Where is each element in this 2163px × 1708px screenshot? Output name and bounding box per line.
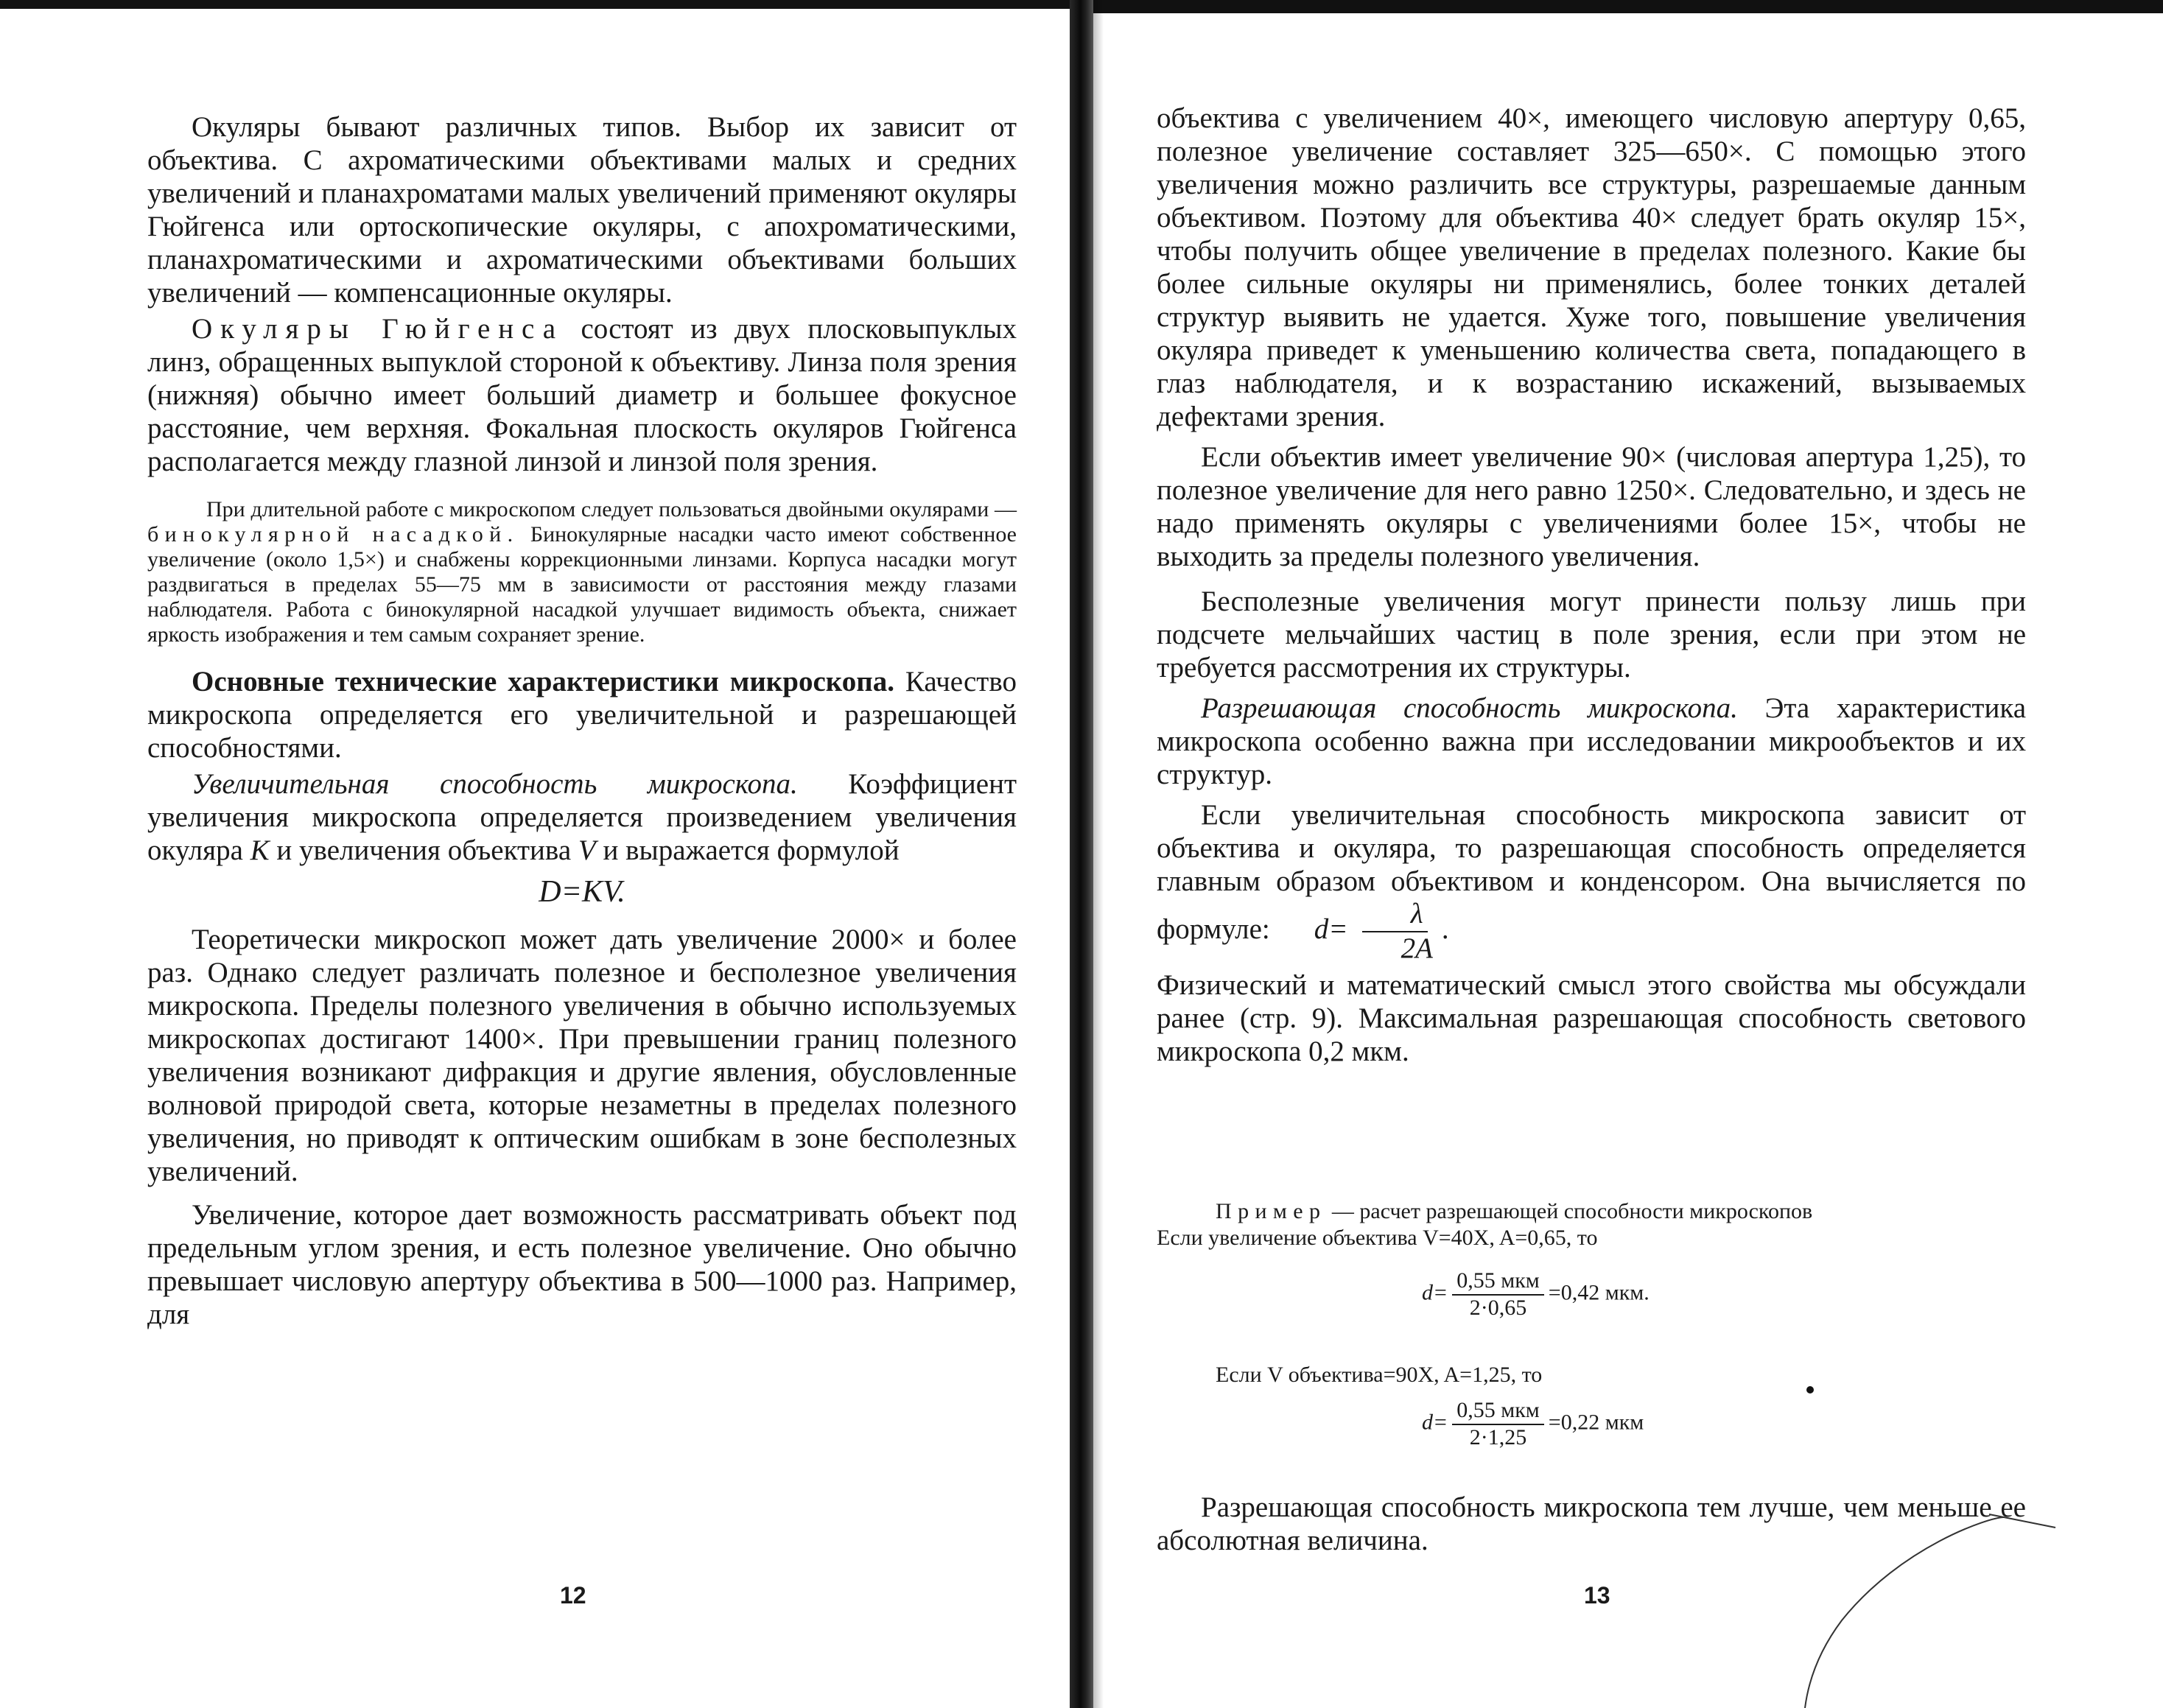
example-line-1 [1157,1199,2026,1224]
formula-d-label: d= [1314,913,1348,945]
gutter-shadow [1093,0,1104,1708]
paragraph-closing: Разрешающая способность микроскопа тем лучше, чем меньше ее абсолютная величина. [1157,1491,2026,1556]
resolution-para: Если увеличительная способность микроскопа зависит от объектива и окуляра, то разрешающая способность определяется главным образом объективом и конденсором. Она вычисляется по формуле: [1157,799,2026,945]
right-column [1157,102,2026,1068]
calc1-rhs: =0,42 мкм. [1548,1280,1650,1305]
note-binocular [147,497,1017,647]
paragraph-physical-meaning: Физический и математический смысл этого свойства мы обсуждали ранее (стр. 9). Максимальная разрешающая способность светового микроскопа 0,2 мкм. [1157,969,2026,1067]
note-after: Бинокулярные насадки часто имеют собственное увеличение (около 1,5×) и снабжены коррекционными линзами. Корпуса насадки могут раздвигаться в пределах 55—75 мм в зависимости от расстояния между глазами наблюдателя. Работа с бинокулярной насадкой улучшает видимость объекта, снижает яркость изображения и тем самым сохраняет зрение. [147,522,1017,647]
magnification-term: Увеличительная способность микроскопа. [192,768,798,800]
left-column [147,110,1017,1331]
paragraph-resolution [1157,692,2026,791]
calculation-1 [1422,1268,1650,1321]
magnification-text-2: и увеличения объектива [276,834,572,866]
paragraph-magnification [147,767,1017,867]
var-v: V [578,834,596,866]
calc1-numerator: 0,55 мкм [1452,1268,1544,1296]
left-page [147,0,1017,1708]
calc2-numerator: 0,55 мкм [1452,1398,1544,1425]
paragraph-useless-magnification: Бесполезные увеличения могут принести пользу лишь при подсчете мельчайших частиц в поле зрения, если при этом не требуется рассмотрения их структуры. [1157,586,2026,683]
note-before: При длительной работе с микроскопом следует пользоваться двойными окулярами — [206,497,1017,521]
ink-dot [1806,1386,1814,1394]
paragraph-useful-magnification: Увеличение, которое дает возможность рассматривать объект под предельным углом зрения, и есть полезное увеличение. Оно обычно превышает числовую апертуру объектива в 500—1000 раз. Например, для [147,1199,1017,1330]
calc1-denominator: 2·0,65 [1469,1295,1527,1320]
calculation-2 [1422,1398,1644,1450]
formula-fraction [1353,898,1437,966]
calc1-lhs: d= [1422,1280,1448,1305]
right-page [1157,0,2026,1708]
resolution-text: Эта характеристика микроскопа особенно важна при исследовании микрообъектов и их структур. [1157,692,2027,790]
calc2-fraction [1452,1398,1544,1450]
note-term: бинокулярной насадкой. [147,522,519,547]
example-term: Пример [1216,1199,1327,1223]
heading-text: Качество микроскопа определяется его увеличительной и разрешающей способностями. [147,666,1017,764]
resolution-term: Разрешающая способность микроскопа. [1201,692,1738,724]
example-line-2: Если увеличение объектива V=40X, A=0,65, то [1157,1226,1598,1250]
calc2-denominator: 2·1,25 [1469,1424,1527,1449]
paragraph-objective-90: Если объектив имеет увеличение 90× (числовая апертура 1,25), то полезное увеличение для него равно 1250×. Следовательно, и здесь не надо применять окуляры с увеличениями более 15×, чтобы не выходить за пределы полезного увеличения. [1157,441,2026,572]
example-line-3: Если V объектива=90X, A=1,25, то [1216,1363,1543,1387]
page-number-left: 12 [560,1582,586,1609]
magnification-text-3: и выражается формулой [603,834,900,866]
paragraph-theoretical: Теоретически микроскоп может дать увеличение 2000× и более раз. Однако следует различать полезное и бесполезное увеличения микроскопа. Пределы полезного увеличения в обычно используемых микроскопах достигают 1400×. При превышении границ полезного увеличения возникают дифракция и другие явления, обусловленные волновой природой света, которые незаметны в пределах полезного увеличения, но приводят к оптическим ошибкам в зоне бесполезных увеличений. [147,924,1017,1187]
section-heading: Основные технические характеристики микроскопа. [192,666,894,697]
paragraph-objective-40: объектива с увеличением 40×, имеющего числовую апертуру 0,65, полезное увеличение составляет 325—650×. С помощью этого увеличения можно различить все структуры, разрешаемые данным объективом. Поэтому для объектива 40× следует брать окуляр 15×, чтобы получить общее увеличение в пределах полезного. Какие бы более сильные окуляры ни применялись, более тонких деталей структур выявить не удается. Хуже того, повышение увеличения окуляра приведет к уменьшению количества света, попадающего в глаз наблюдателя, и к возрастанию искажений, вызываемых дефектами зрения. [1157,102,2026,432]
paragraph-characteristics [147,665,1017,765]
paragraph-huygens [147,312,1017,478]
paragraph-resolution-formula [1157,798,2026,966]
calc1-fraction [1452,1268,1544,1321]
example-text: — расчет разрешающей способности микроскопов [1331,1199,1813,1223]
formula-numerator: λ [1362,898,1428,932]
book-gutter [1070,0,1093,1708]
formula-tail: . [1441,913,1449,945]
magnification-text-1: Коэффициент увеличения микроскопа определяется произведением увеличения окуляра [147,768,1017,866]
formula-dkv: D=KV. [539,875,625,909]
huygens-text: состоят из двух плосковыпуклых линз, обращенных выпуклой стороной к объективу. Линза поля зрения (нижняя) обычно имеет больший диаметр и большее фокусное расстояние, чем верхняя. Фокальная плоскость окуляров Гюйгенса располагается между глазной линзой и линзой поля зрения. [147,313,1017,477]
huygens-term: Окуляры Гюйгенса [192,313,564,345]
calc2-lhs: d= [1422,1410,1448,1435]
page-number-right: 13 [1584,1582,1610,1609]
formula-denominator: 2A [1400,932,1433,964]
calc2-rhs: =0,22 мкм [1548,1410,1644,1435]
paragraph-eyepiece-types: Окуляры бывают различных типов. Выбор их зависит от объектива. С ахроматическими объективами малых и средних увеличений и планахроматами малых увеличений применяют окуляры Гюйгенса или ортоскопические окуляры, с апохроматическими, планахроматическими и ахроматическими объективами больших увеличений — компенсационные окуляры. [147,111,1017,309]
var-k: K [250,834,270,866]
